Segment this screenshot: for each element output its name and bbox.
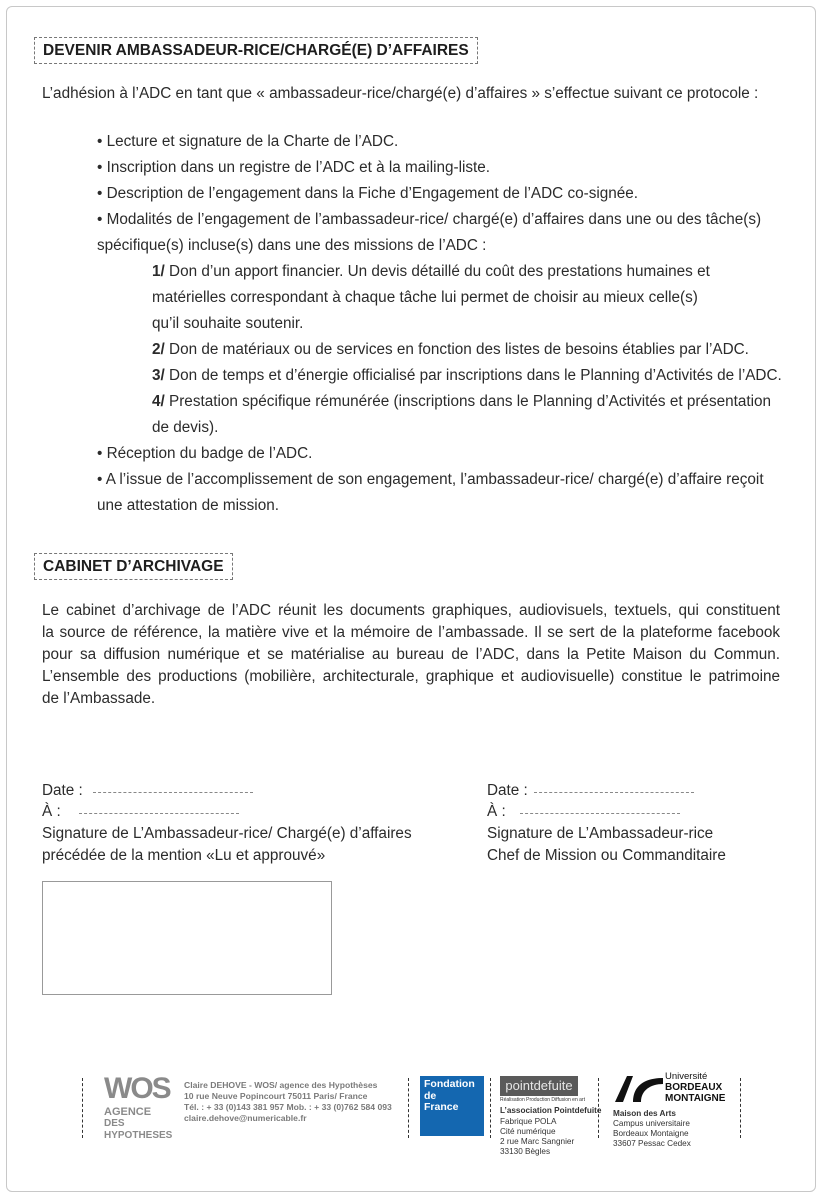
pointdefuite-addr-4: 2 rue Marc Sangnier xyxy=(500,1137,575,1146)
bullet-description: • Description de l’engagement dans la Fiche d’Engagement de l’ADC co-signée. xyxy=(97,185,639,202)
cabinet-paragraph xyxy=(42,600,780,710)
sub-item-4 xyxy=(152,389,771,415)
left-place-row xyxy=(42,801,239,823)
bullet-badge: • Réception du badge de l’ADC. xyxy=(97,445,313,462)
footer xyxy=(0,1070,824,1170)
bullet-modalites-cont: spécifique(s) incluse(s) dans une des missions de l’ADC : xyxy=(97,237,487,254)
wos-logo-text: WOS xyxy=(104,1072,170,1105)
left-date-label: Date : xyxy=(42,782,83,799)
pointdefuite-addr-1: L’association Pointdefuite xyxy=(500,1106,602,1115)
cabinet-line-4: L’ensemble des productions (mobilière, architecturale, graphique et audiovisuelle) constitue le patrimoine xyxy=(42,668,780,685)
sub-text-3: Don de temps et d’énergie officialisé par inscriptions dans le Planning d’Activités de l’ADC. xyxy=(164,367,782,384)
cabinet-line-3: pour sa diffusion numérique et se matérialise au bureau de l’ADC, dans la Petite Maison du Commun. xyxy=(42,646,780,663)
footer-divider xyxy=(82,1078,83,1138)
sub-text-4b: de devis). xyxy=(152,419,219,436)
right-date-row xyxy=(487,780,694,802)
sub-number-3: 3/ xyxy=(152,367,165,384)
right-signature-label: Signature de L’Ambassadeur-rice xyxy=(487,825,714,842)
right-place-field[interactable] xyxy=(520,813,680,814)
right-date-field[interactable] xyxy=(534,792,694,793)
footer-divider xyxy=(408,1078,409,1138)
wos-logo-sub1: AGENCE xyxy=(104,1106,152,1118)
wos-contact-phone: Tél. : + 33 (0)143 381 957 Mob. : + 33 (0)762 584 093 xyxy=(184,1102,392,1112)
univ-line-1: Université xyxy=(665,1071,708,1082)
sub-text-1a: Don d’un apport financier. Un devis détaillé du coût des prestations humaines et xyxy=(164,263,710,280)
sub-number-1: 1/ xyxy=(152,263,165,280)
pointdefuite-addr-5: 33130 Bègles xyxy=(500,1147,551,1156)
right-role-label: Chef de Mission ou Commanditaire xyxy=(487,847,726,864)
bullet-attestation-cont: une attestation de mission. xyxy=(97,497,279,514)
pointdefuite-tagline: Réalisation Production Diffusion en art xyxy=(500,1097,585,1103)
wos-logo-sub2: DES HYPOTHESES xyxy=(104,1118,173,1141)
section-heading-ambassadeur: DEVENIR AMBASSADEUR-RICE/CHARGÉ(E) D’AFFAIRES xyxy=(34,37,478,64)
wos-contact-address: 10 rue Neuve Popincourt 75011 Paris/ France xyxy=(184,1091,368,1101)
sub-number-2: 2/ xyxy=(152,341,165,358)
univ-line-2: BORDEAUX xyxy=(665,1082,723,1093)
wos-contact-name: Claire DEHOVE - WOS/ agence des Hypothèses xyxy=(184,1080,378,1090)
right-place-label: À : xyxy=(487,803,506,820)
univ-line-3: MONTAIGNE xyxy=(665,1093,726,1104)
footer-divider xyxy=(490,1078,491,1138)
bullet-attestation: • A l’issue de l’accomplissement de son engagement, l’ambassadeur-rice/ chargé(e) d’affaire reçoit xyxy=(97,471,764,488)
bullet-registre: • Inscription dans un registre de l’ADC et à la mailing-liste. xyxy=(97,159,491,176)
intro-text: L’adhésion à l’ADC en tant que « ambassadeur-rice/chargé(e) d’affaires » s’effectue suivant ce protocole : xyxy=(42,85,759,102)
cabinet-line-1: Le cabinet d’archivage de l’ADC réunit les documents graphiques, audiovisuels, textuels, qui constituent xyxy=(42,602,780,619)
fondation-de-france-logo xyxy=(420,1076,484,1136)
pointdefuite-logo: pointdefuite xyxy=(500,1076,578,1096)
right-place-row xyxy=(487,801,680,823)
universite-logo-mark-icon xyxy=(613,1074,665,1104)
fondation-line-2: de xyxy=(424,1089,437,1102)
cabinet-line-2: la source de référence, la matière vive et la mémoire de l’ambassade. Il se sert de la plateforme facebook xyxy=(42,624,780,641)
bullet-charte: • Lecture et signature de la Charte de l’ADC. xyxy=(97,133,399,150)
sub-text-2: Don de matériaux ou de services en fonction des listes de besoins établies par l’ADC. xyxy=(164,341,749,358)
sub-item-3 xyxy=(152,363,782,389)
sub-text-1c: qu’il souhaite soutenir. xyxy=(152,315,304,332)
wos-logo xyxy=(104,1074,176,1142)
univ-addr-1: Maison des Arts xyxy=(613,1109,676,1118)
pointdefuite-addr-3: Cité numérique xyxy=(500,1127,556,1136)
bullet-modalites: • Modalités de l’engagement de l’ambassadeur-rice/ chargé(e) d’affaires dans une ou des tâche(s) xyxy=(97,211,762,228)
sub-number-4: 4/ xyxy=(152,393,165,410)
pointdefuite-addr-2: Fabrique POLA xyxy=(500,1117,557,1126)
signature-box[interactable] xyxy=(42,881,332,995)
universite-bordeaux-montaigne-logo xyxy=(613,1072,733,1106)
section-heading-cabinet: CABINET D’ARCHIVAGE xyxy=(34,553,233,580)
wos-contact-email: claire.dehove@numericable.fr xyxy=(184,1113,307,1123)
left-date-row xyxy=(42,780,253,802)
left-place-label: À : xyxy=(42,803,61,820)
left-date-field[interactable] xyxy=(93,792,253,793)
univ-addr-4: 33607 Pessac Cedex xyxy=(613,1139,691,1148)
right-date-label: Date : xyxy=(487,782,528,799)
sub-item-1 xyxy=(152,259,710,285)
sub-text-4a: Prestation spécifique rémunérée (inscriptions dans le Planning d’Activités et présentation xyxy=(164,393,772,410)
left-mention-label: précédée de la mention «Lu et approuvé» xyxy=(42,847,326,864)
left-signature-label: Signature de L’Ambassadeur-rice/ Chargé(e) d’affaires xyxy=(42,825,412,842)
sub-item-2 xyxy=(152,337,749,363)
footer-divider xyxy=(740,1078,741,1138)
univ-addr-3: Bordeaux Montaigne xyxy=(613,1129,689,1138)
sub-text-1b: matérielles correspondant à chaque tâche lui permet de choisir au mieux celle(s) xyxy=(152,289,698,306)
fondation-line-3: France xyxy=(424,1101,459,1113)
left-place-field[interactable] xyxy=(79,813,239,814)
fondation-line-1: Fondation xyxy=(424,1078,475,1090)
univ-addr-2: Campus universitaire xyxy=(613,1119,690,1128)
cabinet-line-5: de l’Ambassade. xyxy=(42,690,156,707)
